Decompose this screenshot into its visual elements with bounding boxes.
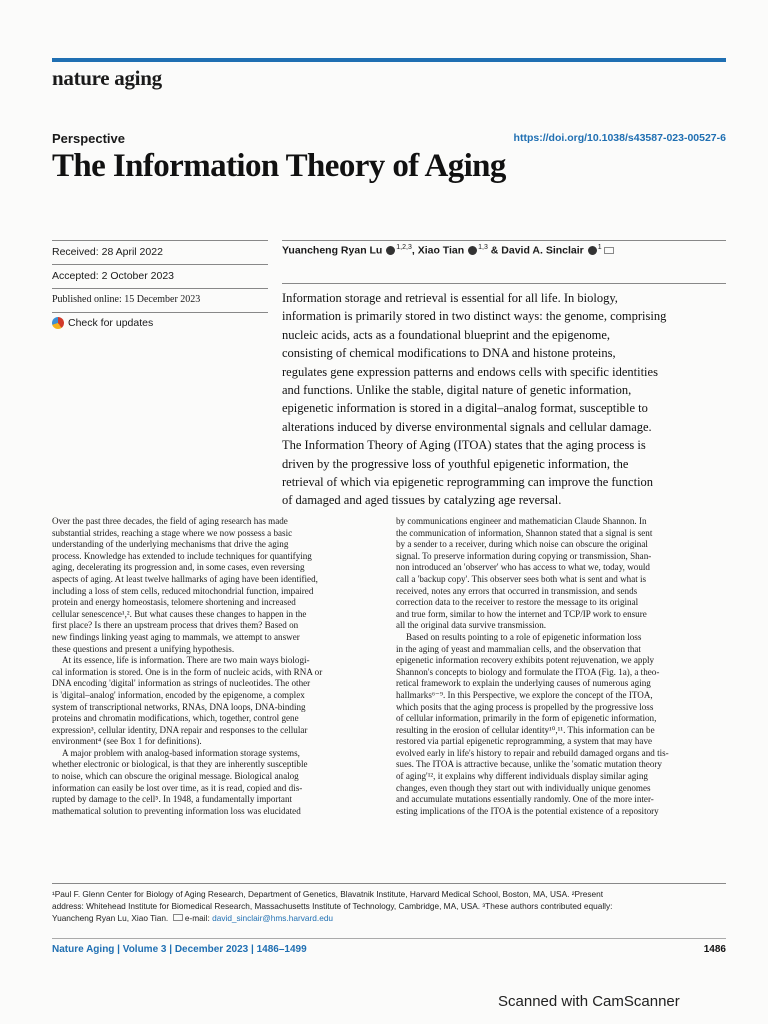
body-column-right: [396, 516, 726, 817]
doi-link[interactable]: https://doi.org/10.1038/s43587-023-00527-6: [513, 132, 726, 144]
author-2-affiliations: 1,3: [478, 244, 488, 251]
body-line: cellular senescence¹,². But what causes these changes to happen in the: [52, 608, 307, 619]
author-2[interactable]: Xiao Tian: [417, 244, 465, 257]
body-line: changes, even though they start out with individually unique genomes: [396, 782, 651, 793]
body-line: and true form, similar to how the internet and TCP/IP work to ensure: [396, 608, 647, 619]
body-line: hallmarks⁶⁻⁹. In this Perspective, we explore the concept of the ITOA,: [396, 689, 653, 700]
abstract-line: regulates gene expression patterns and endows cells with specific identities: [282, 364, 658, 379]
abstract-line: consisting of chemical modifications to DNA and histone proteins,: [282, 346, 616, 361]
body-line: retical framework to explain the underlying causes of numerous aging: [396, 678, 651, 689]
meta-rule-1: [52, 240, 268, 241]
body-line: restored via partial epigenetic reprogramming, a system that may have: [396, 736, 653, 747]
body-line: all the original data survive transmission.: [396, 620, 547, 631]
body-line: of aging'¹², it explains why different individuals display similar aging: [396, 771, 648, 782]
body-line: new findings linking yeast aging to mammals, we attempt to answer: [52, 631, 300, 642]
abstract-line: information is primarily stored in two distinct ways: the genome, comprising: [282, 309, 667, 324]
journal-header-rule: [52, 58, 726, 62]
orcid-icon[interactable]: [386, 246, 395, 255]
meta-rule-3: [52, 288, 268, 289]
body-line: mathematical solution to preventing information loss was elucidated: [52, 805, 301, 816]
abstract-line: The Information Theory of Aging (ITOA) states that the aging process is: [282, 438, 646, 453]
orcid-icon[interactable]: [468, 246, 477, 255]
article-title: The Information Theory of Aging: [52, 148, 506, 184]
footnote-line: ¹Paul F. Glenn Center for Biology of Aging Research, Department of Genetics, Blavatnik Institute, Harvard Medical School, Boston, MA, USA. ²Present: [52, 889, 604, 899]
body-line: received, notes any errors that occurred in transmission, and sends: [396, 585, 638, 596]
author-1-affiliations: 1,2,3: [396, 244, 412, 251]
footer-citation[interactable]: Nature Aging | Volume 3 | December 2023 | 1486–1499: [52, 944, 307, 955]
body-line: non introduced an 'observer' who has access to what we, today, would: [396, 562, 650, 573]
abstract-line: Information storage and retrieval is essential for all life. In biology,: [282, 291, 618, 305]
body-line: which posits that the aging process is propelled by the progressive loss: [396, 701, 654, 712]
abstract-line: nucleic acids, acts as a foundational blueprint and the epigenome,: [282, 327, 611, 342]
body-line: process. Knowledge has extended to include techniques for quantifying: [52, 550, 312, 561]
body-line: information can easily be lost over time, as it is read, copied and dis-: [52, 782, 303, 793]
footnote-line: address: Whitehead Institute for Biomedical Research, Massachusetts Institute of Technology, Cambridge, MA, USA. ³These authors contributed equally:: [52, 901, 613, 911]
body-line: system of transcriptional networks, RNAs, DNA loops, DNA-binding: [52, 701, 306, 712]
body-line: these questions and present a unifying hypothesis.: [52, 643, 235, 654]
abstract-line: epigenetic information is stored in a digital–analog format, susceptible to: [282, 401, 648, 416]
corresponding-email-link[interactable]: david_sinclair@hms.harvard.edu: [212, 913, 334, 923]
body-line: rupted by damage to the cell⁵. In 1948, a fundamentally important: [52, 794, 293, 805]
accepted-date: Accepted: 2 October 2023: [52, 270, 174, 282]
body-line: A major problem with analog-based information storage systems,: [62, 747, 300, 758]
meta-rule-4: [52, 312, 268, 313]
body-line: proteins and chromatin modifications, which, together, control gene: [52, 713, 299, 724]
body-line: correction data to the receiver to restore the message to its original: [396, 597, 639, 608]
author-separator: &: [487, 244, 502, 257]
body-line: DNA encoding 'digital' information as strings of nucleotides. The other: [52, 678, 311, 689]
footnote-equal-contrib: Yuancheng Ryan Lu, Xiao Tian.: [52, 913, 169, 923]
received-date: Received: 28 April 2022: [52, 246, 163, 258]
author-separator: ,: [411, 244, 418, 257]
footnote-rule: [52, 883, 726, 884]
author-list: [282, 244, 614, 257]
body-line: to noise, which can obscure the original message. Biological analog: [52, 771, 299, 782]
body-line: signal. To preserve information during copying or transmission, Shan-: [396, 550, 652, 561]
abstract-line: of damaged and aged tissues by catalyzing age reversal.: [282, 493, 562, 508]
body-line: Based on results pointing to a role of epigenetic information loss: [406, 631, 642, 642]
article-type: Perspective: [52, 131, 125, 146]
email-icon[interactable]: [604, 247, 614, 254]
body-line: is 'digital–analog' information, encoded by the epigenome, a complex: [52, 689, 305, 700]
body-line: environment⁴ (see Box 1 for definitions).: [52, 736, 202, 747]
body-line: sues. The ITOA is attractive because, unlike the 'somatic mutation theory: [396, 759, 662, 770]
journal-name: nature aging: [52, 66, 162, 90]
body-column-left: [52, 516, 382, 817]
check-updates-label: Check for updates: [68, 317, 154, 329]
body-line: substantial strides, reaching a stage where we now possess a basic: [52, 527, 293, 538]
author-3-affiliations: 1: [597, 244, 602, 251]
body-line: including a loss of stem cells, reduced mitochondrial function, impaired: [52, 585, 314, 596]
abstract-line: retrieval of which via epigenetic reprogramming can improve the function: [282, 475, 654, 490]
meta-rule-2: [52, 264, 268, 265]
scanner-watermark: Scanned with CamScanner: [498, 993, 680, 1010]
body-line: by a sender to a receiver, during which noise can obscure the original: [396, 539, 648, 550]
published-date: Published online: 15 December 2023: [52, 294, 201, 305]
body-line: protein and energy homeostasis, telomere shortening and increased: [52, 597, 296, 608]
body-line: by communications engineer and mathematician Claude Shannon. In: [396, 516, 647, 526]
abstract-line: driven by the progressive loss of youthful epigenetic information, the: [282, 456, 629, 471]
body-line: Shannon's concepts to biology and formulate the ITOA (Fig. 1a), a theo-: [396, 666, 660, 677]
abstract-rule: [282, 283, 726, 284]
body-line: At its essence, life is information. There are two main ways biologi-: [62, 655, 310, 666]
email-label: e-mail:: [184, 913, 210, 923]
author-3[interactable]: David A. Sinclair: [501, 244, 584, 257]
body-line: the communication of information, Shannon stated that a signal is sent: [396, 527, 653, 538]
affiliations-footnote: [52, 888, 732, 924]
footnote-line: [52, 912, 732, 924]
body-line: of cellular information, primarily in the form of epigenetic information,: [396, 713, 657, 724]
body-line: call a 'backup copy'. This observer sees both what is sent and what is: [396, 573, 647, 584]
author-1[interactable]: Yuancheng Ryan Lu: [282, 244, 383, 257]
check-updates-icon: [52, 317, 64, 329]
body-line: cal information is stored. One is in the form of nucleic acids, with RNA or: [52, 666, 323, 677]
body-line: aging, decelerating its progression and, in some cases, even reversing: [52, 562, 305, 573]
body-line: esting implications of the ITOA is the potential existence of a repository: [396, 805, 659, 816]
footer-rule: [52, 938, 726, 939]
body-line: and accumulate mutations essentially randomly. One of the more inter-: [396, 794, 654, 805]
abstract: [282, 289, 726, 510]
body-line: epigenetic information recovery exhibits potent rejuvenation, we apply: [396, 655, 655, 666]
abstract-line: and functions. Unlike the stable, digital nature of genetic information,: [282, 383, 632, 398]
body-line: resulting in the erosion of cellular identity¹⁰,¹¹. This information can be: [396, 724, 655, 735]
check-for-updates-button[interactable]: [52, 317, 153, 329]
page-number: 1486: [703, 944, 726, 955]
body-line: understanding of the underlying mechanisms that drive the aging: [52, 539, 289, 550]
authors-rule: [282, 240, 726, 241]
orcid-icon[interactable]: [588, 246, 597, 255]
body-line: first place? Is there an upstream process that drives them? Based on: [52, 620, 299, 631]
body-line: aspects of aging. At least twelve hallmarks of aging have been identified,: [52, 573, 318, 584]
body-line: expression³, cellular identity, DNA repair and responses to the cellular: [52, 724, 308, 735]
email-icon: [173, 914, 183, 921]
abstract-line: alterations induced by diverse environmental signals and cellular damage.: [282, 419, 652, 434]
body-line: Over the past three decades, the field of aging research has made: [52, 516, 288, 526]
body-line: whether electronic or biological, is that they are inherently susceptible: [52, 759, 308, 770]
body-line: in the aging of yeast and mammalian cells, and the observation that: [396, 643, 641, 654]
body-line: evolved early in life's history to repair and rebuild damaged organs and tis-: [396, 747, 669, 758]
